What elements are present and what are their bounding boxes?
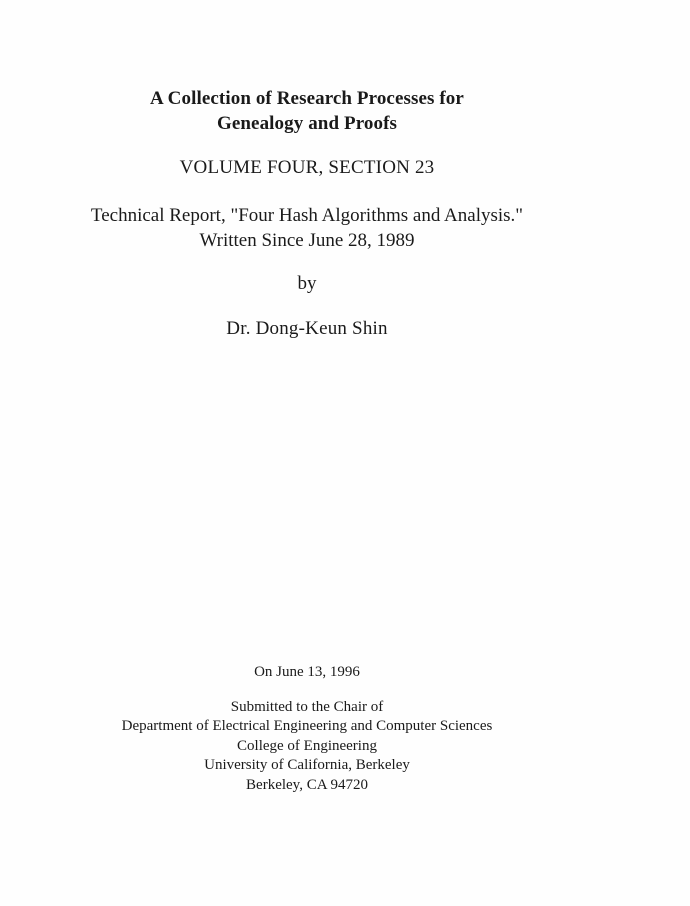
submission-line-4: University of California, Berkeley bbox=[204, 757, 410, 773]
report-title-line-2: Written Since June 28, 1989 bbox=[199, 230, 415, 251]
submission-line-2: Department of Electrical Engineering and Computer Sciences bbox=[121, 718, 493, 734]
date-line: On June 13, 1996 bbox=[254, 664, 360, 680]
submission-line-5: Berkeley, CA 94720 bbox=[246, 777, 368, 793]
submission-line-1: Submitted to the Chair of bbox=[230, 699, 384, 715]
volume-heading: VOLUME FOUR, SECTION 23 bbox=[179, 157, 435, 178]
submission-line-3: College of Engineering bbox=[237, 738, 377, 754]
report-title-line-1: Technical Report, "Four Hash Algorithms and Analysis." bbox=[90, 205, 524, 226]
title-line-1: A Collection of Research Processes for bbox=[150, 88, 464, 109]
by-label: by bbox=[297, 273, 317, 294]
title-line-2: Genealogy and Proofs bbox=[216, 113, 398, 134]
author-name: Dr. Dong-Keun Shin bbox=[226, 318, 388, 339]
